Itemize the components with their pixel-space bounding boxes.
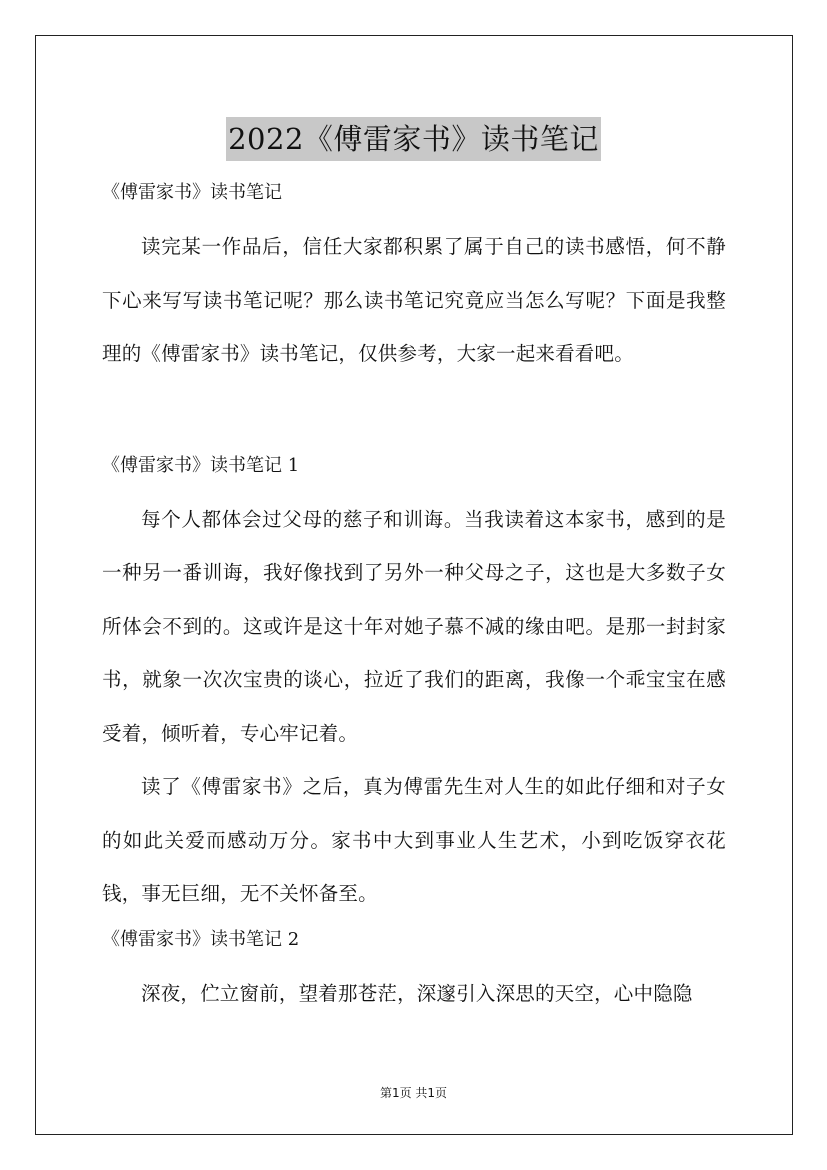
spacer <box>102 959 726 967</box>
page-footer: 第1页 共1页 <box>379 1086 448 1100</box>
section2-paragraph-1: 深夜，伫立窗前，望着那苍茫，深邃引入深思的天空，心中隐隐 <box>141 981 693 1005</box>
spacer <box>102 485 726 493</box>
document-title: 2022《傅雷家书》读书笔记 <box>226 117 601 161</box>
spacer <box>102 212 726 220</box>
section1-paragraph-1: 每个人都体会过父母的慈子和训诲。当我读着这本家书，感到的是一种另一番训诲，我好像找到了另外一种父母之子，这也是大多数子女所体会不到的。这或许是这十年对她子慕不减的缘由吧。是那一封封家书，就象一次次宝贵的谈心，拉近了我们的距离，我像一个乖宝宝在感受着，倾听着，专心牢记着。 <box>102 507 726 745</box>
document-body <box>102 174 726 1020</box>
spacer <box>102 381 726 447</box>
intro-paragraph: 读完某一作品后，信任大家都积累了属于自己的读书感悟，何不静下心来写写读书笔记呢？那么读书笔记究竟应当怎么写呢？下面是我整理的《傅雷家书》读书笔记，仅供参考，大家一起来看看吧。 <box>102 235 726 365</box>
title-container <box>0 98 827 181</box>
intro-heading: 《傅雷家书》读书笔记 <box>102 182 282 203</box>
section1-paragraph-2: 读了《傅雷家书》之后，真为傅雷先生对人生的如此仔细和对子女的如此关爱而感动万分。家书中大到事业人生艺术，小到吃饭穿衣花钱，事无巨细，无不关怀备至。 <box>102 775 726 905</box>
section1-heading: 《傅雷家书》读书笔记 1 <box>102 454 300 476</box>
section2-heading: 《傅雷家书》读书笔记 2 <box>102 928 300 950</box>
